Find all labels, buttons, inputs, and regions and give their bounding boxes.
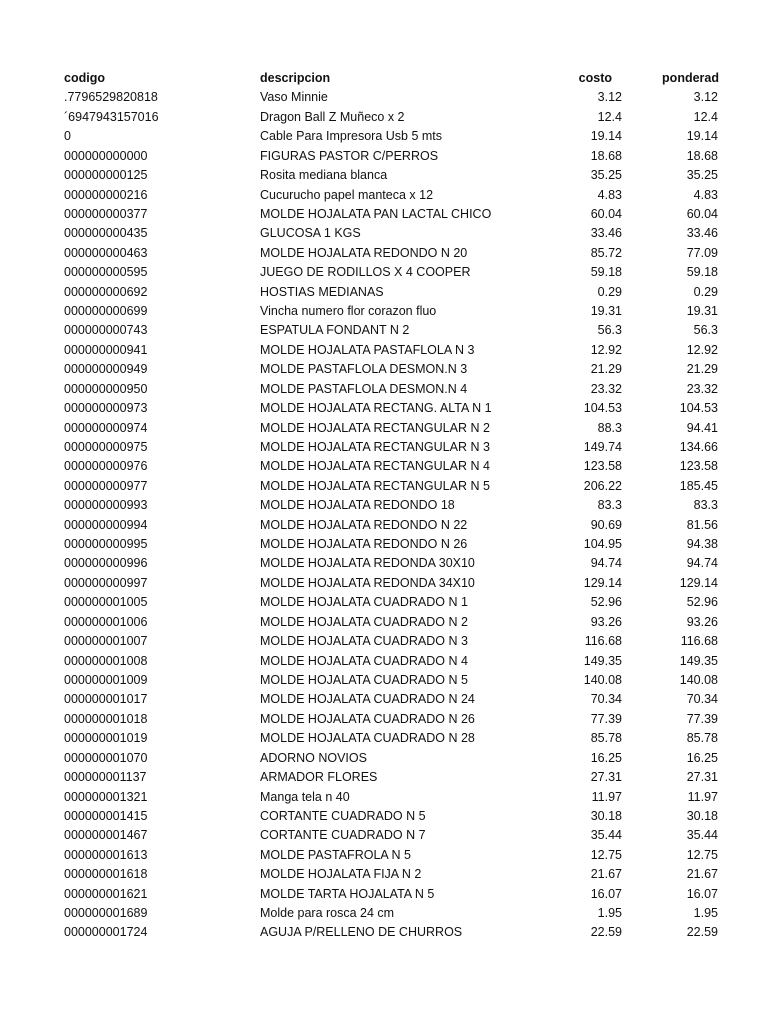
table-row <box>0 671 768 690</box>
cell-ponderad: 30.18 <box>686 808 718 823</box>
cell-descripcion: MOLDE PASTAFLOLA DESMON.N 3 <box>260 362 468 377</box>
cell-ponderad: 104.53 <box>679 401 718 416</box>
cell-descripcion: Manga tela n 40 <box>260 789 350 804</box>
cell-codigo: 000000001070 <box>64 750 148 765</box>
cell-descripcion: MOLDE HOJALATA FIJA N 2 <box>260 867 422 882</box>
cell-costo: 88.3 <box>597 420 622 435</box>
cell-costo: 52.96 <box>590 595 622 610</box>
cell-costo: 23.32 <box>590 381 622 396</box>
cell-codigo: 000000000977 <box>64 478 148 493</box>
cell-codigo: 000000000973 <box>64 401 148 416</box>
cell-ponderad: 12.4 <box>693 109 718 124</box>
header-codigo: codigo <box>64 71 105 85</box>
cell-codigo: 000000001007 <box>64 634 148 649</box>
table-row <box>0 438 768 457</box>
cell-costo: 19.14 <box>590 129 622 144</box>
cell-codigo: 000000000692 <box>64 284 148 299</box>
cell-descripcion: Dragon Ball Z Muñeco x 2 <box>260 109 405 124</box>
cell-codigo: ´6947943157016 <box>64 109 159 124</box>
cell-descripcion: Molde para rosca 24 cm <box>260 906 395 921</box>
cell-ponderad: 56.3 <box>693 323 718 338</box>
cell-codigo: 000000001613 <box>64 847 148 862</box>
cell-costo: 16.25 <box>590 750 622 765</box>
table-row <box>0 710 768 729</box>
cell-ponderad: 93.26 <box>686 614 718 629</box>
cell-codigo: 000000000463 <box>64 245 148 260</box>
cell-costo: 93.26 <box>590 614 622 629</box>
table-row <box>0 186 768 205</box>
cell-codigo: 000000000435 <box>64 226 148 241</box>
cell-ponderad: 94.74 <box>686 556 718 571</box>
cell-costo: 4.83 <box>597 187 622 202</box>
cell-codigo: 000000001321 <box>64 789 148 804</box>
header-ponderad: ponderad <box>662 71 719 85</box>
cell-descripcion: Rosita mediana blanca <box>260 168 388 183</box>
table-row <box>0 399 768 418</box>
cell-ponderad: 185.45 <box>679 478 718 493</box>
cell-codigo: 000000001017 <box>64 692 148 707</box>
cell-codigo: 0 <box>64 129 71 144</box>
cell-descripcion: MOLDE HOJALATA CUADRADO N 4 <box>260 653 468 668</box>
table-row <box>0 865 768 884</box>
cell-ponderad: 4.83 <box>693 187 718 202</box>
cell-costo: 85.78 <box>590 731 622 746</box>
table-row <box>0 613 768 632</box>
header-row <box>0 69 768 88</box>
cell-codigo: 000000001008 <box>64 653 148 668</box>
table-row <box>0 574 768 593</box>
cell-costo: 21.67 <box>590 867 622 882</box>
cell-descripcion: GLUCOSA 1 KGS <box>260 226 361 241</box>
cell-costo: 19.31 <box>590 304 622 319</box>
cell-codigo: 000000000941 <box>64 342 148 357</box>
cell-descripcion: MOLDE HOJALATA CUADRADO N 24 <box>260 692 475 707</box>
cell-ponderad: 83.3 <box>693 498 718 513</box>
cell-codigo: 000000000993 <box>64 498 148 513</box>
cell-descripcion: MOLDE HOJALATA RECTANGULAR N 4 <box>260 459 490 474</box>
cell-ponderad: 134.66 <box>679 439 718 454</box>
table-row <box>0 341 768 360</box>
table-row <box>0 535 768 554</box>
cell-codigo: 000000001689 <box>64 906 148 921</box>
cell-costo: 85.72 <box>590 245 622 260</box>
cell-ponderad: 52.96 <box>686 595 718 610</box>
cell-ponderad: 19.31 <box>686 304 718 319</box>
cell-ponderad: 85.78 <box>686 731 718 746</box>
cell-codigo: .7796529820818 <box>64 90 158 105</box>
table-row <box>0 516 768 535</box>
cell-ponderad: 116.68 <box>680 634 718 649</box>
table-row <box>0 477 768 496</box>
table-row <box>0 244 768 263</box>
cell-descripcion: JUEGO DE RODILLOS X 4 COOPER <box>260 265 471 280</box>
cell-descripcion: ARMADOR FLORES <box>260 770 378 785</box>
cell-codigo: 000000000995 <box>64 537 148 552</box>
cell-codigo: 000000001467 <box>64 828 148 843</box>
header-descripcion: descripcion <box>260 71 331 85</box>
cell-costo: 12.4 <box>597 109 622 124</box>
cell-codigo: 000000000949 <box>64 362 148 377</box>
cell-codigo: 000000001618 <box>64 867 148 882</box>
cell-descripcion: Vincha numero flor corazon fluo <box>260 304 437 319</box>
cell-ponderad: 35.44 <box>686 828 718 843</box>
cell-costo: 83.3 <box>597 498 622 513</box>
cell-costo: 59.18 <box>590 265 622 280</box>
table-row <box>0 496 768 515</box>
cell-costo: 22.59 <box>590 925 622 940</box>
table-row <box>0 593 768 612</box>
table-row <box>0 380 768 399</box>
table-row <box>0 904 768 923</box>
cell-costo: 104.53 <box>583 401 622 416</box>
cell-costo: 94.74 <box>590 556 622 571</box>
cell-costo: 1.95 <box>597 906 622 921</box>
cell-descripcion: MOLDE HOJALATA RECTANGULAR N 5 <box>260 478 490 493</box>
table-row <box>0 127 768 146</box>
cell-descripcion: MOLDE HOJALATA CUADRADO N 5 <box>260 673 468 687</box>
cell-costo: 21.29 <box>590 362 622 377</box>
cell-descripcion: Vaso Minnie <box>260 90 328 105</box>
cell-ponderad: 12.92 <box>686 342 718 357</box>
cell-codigo: 000000001019 <box>64 731 148 746</box>
table-row <box>0 224 768 243</box>
cell-ponderad: 16.07 <box>686 886 718 901</box>
cell-codigo: 000000000975 <box>64 439 148 454</box>
cell-costo: 56.3 <box>597 323 622 338</box>
cell-descripcion: Cucurucho papel manteca x 12 <box>260 187 434 202</box>
cell-ponderad: 3.12 <box>693 90 718 105</box>
cell-costo: 140.08 <box>583 673 622 687</box>
cell-codigo: 000000001005 <box>64 595 148 610</box>
cell-ponderad: 123.58 <box>679 459 718 474</box>
cell-costo: 33.46 <box>590 226 622 241</box>
cell-codigo: 000000000125 <box>64 168 148 183</box>
cell-codigo: 000000000216 <box>64 187 148 202</box>
table-row <box>0 846 768 865</box>
cell-ponderad: 22.59 <box>686 925 718 940</box>
cell-ponderad: 81.56 <box>686 517 718 532</box>
cell-descripcion: MOLDE HOJALATA RECTANGULAR N 2 <box>260 420 490 435</box>
cell-ponderad: 12.75 <box>686 847 718 862</box>
cell-descripcion: MOLDE HOJALATA REDONDO N 20 <box>260 245 468 260</box>
cell-costo: 104.95 <box>583 537 622 552</box>
cell-costo: 30.18 <box>590 808 622 823</box>
cell-codigo: 000000001724 <box>64 925 148 940</box>
cell-ponderad: 94.41 <box>686 420 718 435</box>
cell-codigo: 000000000595 <box>64 265 148 280</box>
cell-costo: 11.97 <box>591 789 622 804</box>
cell-costo: 60.04 <box>590 206 622 221</box>
cell-costo: 27.31 <box>590 770 622 785</box>
cell-codigo: 000000000976 <box>64 459 148 474</box>
cell-costo: 70.34 <box>590 692 622 707</box>
table-row <box>0 166 768 185</box>
cell-costo: 149.35 <box>583 653 622 668</box>
cell-ponderad: 35.25 <box>686 168 718 183</box>
cell-ponderad: 129.14 <box>679 575 718 590</box>
cell-descripcion: MOLDE HOJALATA CUADRADO N 2 <box>260 614 468 629</box>
cell-costo: 18.68 <box>590 148 622 163</box>
cell-costo: 149.74 <box>583 439 622 454</box>
cell-descripcion: ADORNO NOVIOS <box>260 750 367 765</box>
cell-descripcion: FIGURAS PASTOR C/PERROS <box>260 148 439 163</box>
cell-descripcion: MOLDE TARTA HOJALATA N 5 <box>260 886 435 901</box>
cell-codigo: 000000001415 <box>64 808 148 823</box>
cell-costo: 3.12 <box>597 90 622 105</box>
cell-descripcion: MOLDE HOJALATA REDONDO N 22 <box>260 517 468 532</box>
table-row <box>0 457 768 476</box>
table-row <box>0 807 768 826</box>
cell-descripcion: MOLDE HOJALATA CUADRADO N 28 <box>260 731 475 746</box>
header-costo: costo <box>578 71 612 85</box>
cell-codigo: 000000001009 <box>64 673 148 687</box>
table-row <box>0 88 768 107</box>
cell-descripcion: MOLDE HOJALATA REDONDA 34X10 <box>260 575 475 590</box>
cell-descripcion: Cable Para Impresora Usb 5 mts <box>260 129 443 144</box>
cell-ponderad: 60.04 <box>686 206 718 221</box>
cell-ponderad: 70.34 <box>686 692 718 707</box>
cell-costo: 90.69 <box>590 517 622 532</box>
cell-descripcion: MOLDE PASTAFLOLA DESMON.N 4 <box>260 381 468 396</box>
cell-costo: 16.07 <box>590 886 622 901</box>
table-row <box>0 302 768 321</box>
cell-ponderad: 21.29 <box>686 362 718 377</box>
cell-ponderad: 77.09 <box>686 245 718 260</box>
cell-ponderad: 33.46 <box>686 226 718 241</box>
table-row <box>0 283 768 302</box>
table-row <box>0 729 768 748</box>
cell-ponderad: 94.38 <box>686 537 718 552</box>
cell-descripcion: ESPATULA FONDANT N 2 <box>260 323 410 338</box>
cell-codigo: 000000000950 <box>64 381 148 396</box>
cell-costo: 77.39 <box>590 711 622 726</box>
cell-codigo: 000000000997 <box>64 575 148 590</box>
cell-ponderad: 59.18 <box>686 265 718 280</box>
cell-ponderad: 77.39 <box>686 711 718 726</box>
cell-ponderad: 23.32 <box>686 381 718 396</box>
cell-descripcion: MOLDE HOJALATA PAN LACTAL CHICO <box>260 206 492 221</box>
cell-ponderad: 0.29 <box>693 284 718 299</box>
cell-codigo: 000000000699 <box>64 304 148 319</box>
cell-descripcion: CORTANTE CUADRADO N 7 <box>260 828 426 843</box>
cell-ponderad: 149.35 <box>679 653 718 668</box>
table-row <box>0 205 768 224</box>
cell-codigo: 000000000743 <box>64 323 148 338</box>
cell-ponderad: 19.14 <box>686 129 718 144</box>
cell-ponderad: 1.95 <box>693 906 718 921</box>
cell-descripcion: MOLDE HOJALATA CUADRADO N 3 <box>260 634 468 649</box>
table-row <box>0 788 768 807</box>
cell-codigo: 000000001018 <box>64 711 148 726</box>
table-row <box>0 690 768 709</box>
cell-costo: 116.68 <box>584 634 622 649</box>
cell-codigo: 000000000996 <box>64 556 148 571</box>
cell-ponderad: 18.68 <box>686 148 718 163</box>
cell-costo: 123.58 <box>583 459 622 474</box>
cell-ponderad: 11.97 <box>687 789 718 804</box>
cell-codigo: 000000000994 <box>64 517 148 532</box>
cell-descripcion: MOLDE HOJALATA PASTAFLOLA N 3 <box>260 342 475 357</box>
cell-codigo: 000000001006 <box>64 614 148 629</box>
table-row <box>0 749 768 768</box>
cell-descripcion: CORTANTE CUADRADO N 5 <box>260 808 426 823</box>
cell-descripcion: MOLDE HOJALATA REDONDO N 26 <box>260 537 468 552</box>
cell-ponderad: 27.31 <box>686 770 718 785</box>
table-row <box>0 923 768 942</box>
table-row <box>0 768 768 787</box>
cell-costo: 12.92 <box>590 342 622 357</box>
cell-descripcion: MOLDE HOJALATA CUADRADO N 1 <box>260 595 468 610</box>
table-row <box>0 652 768 671</box>
table-row <box>0 147 768 166</box>
table-row <box>0 419 768 438</box>
cell-ponderad: 21.67 <box>686 867 718 882</box>
cell-ponderad: 140.08 <box>679 673 718 687</box>
cell-descripcion: MOLDE HOJALATA RECTANGULAR N 3 <box>260 439 490 454</box>
cell-ponderad: 16.25 <box>686 750 718 765</box>
cell-descripcion: MOLDE HOJALATA CUADRADO N 26 <box>260 711 475 726</box>
cell-costo: 0.29 <box>597 284 622 299</box>
table-row <box>0 263 768 282</box>
table-row <box>0 321 768 340</box>
cell-descripcion: HOSTIAS MEDIANAS <box>260 284 384 299</box>
cell-descripcion: MOLDE HOJALATA REDONDA 30X10 <box>260 556 475 571</box>
table-row <box>0 108 768 127</box>
cell-descripcion: MOLDE PASTAFROLA N 5 <box>260 847 411 862</box>
cell-descripcion: MOLDE HOJALATA REDONDO 18 <box>260 498 455 513</box>
table-row <box>0 554 768 573</box>
cell-codigo: 000000001137 <box>64 770 147 785</box>
cell-costo: 206.22 <box>583 478 622 493</box>
cell-costo: 35.25 <box>590 168 622 183</box>
table-row <box>0 360 768 379</box>
cell-costo: 35.44 <box>590 828 622 843</box>
cell-descripcion: MOLDE HOJALATA RECTANG. ALTA N 1 <box>260 401 492 416</box>
cell-codigo: 000000001621 <box>64 886 148 901</box>
table-row <box>0 885 768 904</box>
cell-costo: 12.75 <box>590 847 622 862</box>
table-row <box>0 826 768 845</box>
table-row <box>0 632 768 651</box>
cell-codigo: 000000000377 <box>64 206 148 221</box>
cell-costo: 129.14 <box>583 575 622 590</box>
cell-codigo: 000000000000 <box>64 148 148 163</box>
cell-codigo: 000000000974 <box>64 420 148 435</box>
cell-descripcion: AGUJA P/RELLENO DE CHURROS <box>260 925 463 940</box>
